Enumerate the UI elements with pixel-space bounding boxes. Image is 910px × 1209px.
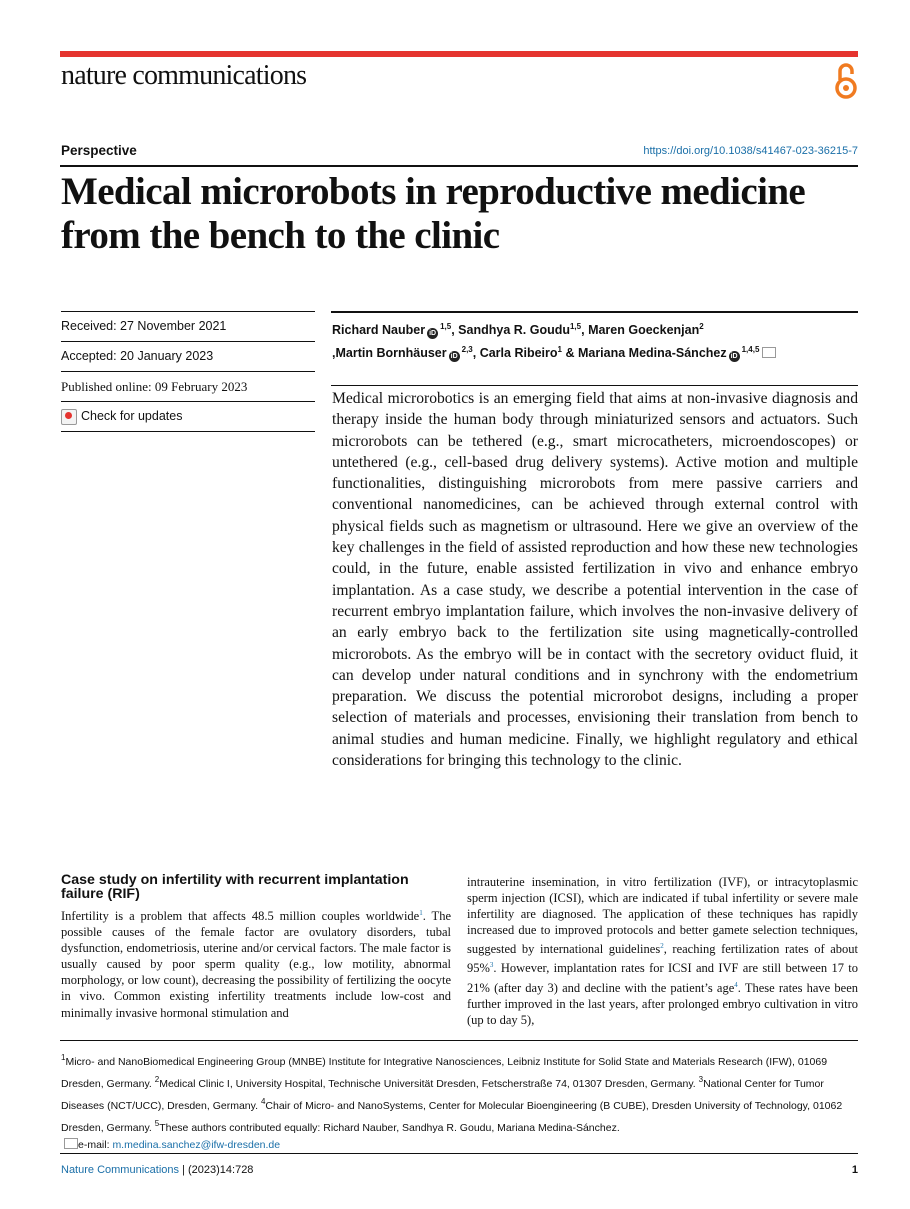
affiliation-text: National Center for Tumor Diseases (NCT/UCC), Dresden, Germany. — [61, 1078, 824, 1112]
check-updates-button[interactable] — [61, 401, 315, 432]
author-name[interactable]: Mariana Medina-Sánchez — [577, 346, 727, 360]
author-name[interactable]: Maren Goeckenjan — [588, 323, 700, 337]
author-name[interactable]: Sandhya R. Goudu — [458, 323, 570, 337]
affiliation-number: 2 — [154, 1075, 160, 1084]
title-rule — [60, 165, 858, 167]
reference-link[interactable]: 2 — [660, 942, 664, 951]
footer-citation — [61, 1164, 253, 1176]
reference-link[interactable]: 3 — [489, 961, 494, 970]
email-icon — [64, 1138, 78, 1149]
author-affiliation: 2 — [699, 322, 704, 331]
page-number: 1 — [851, 1164, 858, 1176]
author-separator: , — [451, 323, 459, 337]
email-link[interactable]: m.medina.sanchez@ifw-dresden.de — [112, 1139, 281, 1151]
affiliation-text: Medical Clinic I, University Hospital, Technische Universität Dresden, Fetscherstraße 74, 01307 Dresden, Germany. — [159, 1078, 699, 1090]
orcid-icon[interactable]: iD — [730, 353, 738, 360]
author-separator: & — [561, 346, 578, 360]
author-affiliation: 1,5 — [440, 322, 452, 331]
open-access-icon — [833, 60, 859, 100]
affiliation-text: Chair of Micro- and NanoSystems, Center for Molecular Bioengineering (B CUBE), Dresden University of Technology, 01062 Dresden, Germany. — [61, 1100, 843, 1134]
footer-journal-link[interactable]: Nature Communications — [61, 1164, 179, 1176]
header-accent-bar — [60, 51, 858, 57]
orcid-icon[interactable]: iD — [429, 330, 437, 337]
affiliation-text: These authors contributed equally: Richard Nauber, Sandhya R. Goudu, Mariana Medina-Sánchez. — [159, 1122, 620, 1134]
body-text: intrauterine insemination, in vitro fertilization (IVF), or intracytoplasmic sperm injection (ICSI), which are indicated if tubal infertility or severe male infertility are diagnosed. The application of these techniques has rapidly increased due to improved protocols and better gamete selection techniques, suggested by international guidelines — [467, 875, 858, 957]
body-paragraph — [61, 905, 451, 1021]
check-updates-label: Check for updates — [81, 409, 183, 423]
author-list — [332, 317, 858, 363]
footer-volume: (2023)14:728 — [187, 1164, 254, 1176]
email-icon[interactable] — [762, 347, 776, 358]
journal-name[interactable]: nature communications — [61, 60, 307, 91]
affiliation-number: 5 — [154, 1119, 160, 1128]
abstract: Medical microrobotics is an emerging field that aims at non-invasive diagnosis and therapy inside the human body through miniaturized sensors and actuators. Such microrobots can be tethered (e.g., smart microcatheters, microendoscopes) or untethered (e.g., cell-based drug delivery systems). Active motion and multiple functionalities, distinguishing microrobots from mere passive carriers and conventional nanomedicines, can be achieved through external control with physical fields such as magnetism or ultrasound. Here we give an overview of the key challenges in the field of assisted reproduction and how these new technologies could, in the future, enable assisted fertilization in vivo and enhance embryo implantation. As a case study, we describe a potential intervention in the case of recurrent embryo implantation failure, which involves the non-invasive delivery of an early embryo back to the fertilization site using magnetically-controlled microrobots. As the embryo will be in contact with the secretory oviduct fluid, it can develop under natural conditions and in synchrony with the endometrium preparation. We discuss the potential microrobot designs, including a proper selection of materials and processes, envisioning their translation from bench to animal studies and human medicine. Finally, we highlight regulatory and ethical considerations for bringing this technology to the clinic. — [332, 390, 858, 770]
author-affiliation: 1,5 — [569, 322, 582, 331]
body-text: Infertility is a problem that affects 48.5 million couples worldwide — [61, 909, 420, 923]
body-text: , reaching fertilization rates of about 95% — [467, 942, 858, 976]
article-type: Perspective — [61, 143, 137, 158]
author-affiliation: 1,4,5 — [741, 345, 760, 354]
check-updates-icon — [61, 409, 77, 425]
author-affiliation: 2,3 — [461, 345, 473, 354]
footer-rule — [60, 1153, 858, 1154]
article-title: Medical microrobots in reproductive medicine from the bench to the clinic — [61, 170, 806, 257]
body-text: . The possible causes of the female factor are ovulatory disorders, tubal dysfunction, endometriosis, uterine and/or cervical factors. The male factor is usually caused by poor sperm quality (e.g., low motility, abnormal morphology, or low count), decreasing the possibility of fertilizing the oocyte in vivo. Common existing infertility treatments include low-cost and minimally invasive hormonal stimulation and — [61, 909, 451, 1020]
author-name[interactable]: Richard Nauber — [332, 323, 426, 337]
affiliations — [61, 1049, 858, 1154]
abstract-rule — [331, 385, 858, 386]
affiliation-number: 1 — [61, 1053, 66, 1062]
body-column-left — [61, 873, 451, 1021]
affiliation-number: 3 — [698, 1075, 704, 1084]
author-separator: , — [332, 346, 336, 360]
author-affiliation: 1 — [557, 345, 562, 354]
article-history — [61, 311, 315, 432]
author-name[interactable]: Carla Ribeiro — [479, 346, 558, 360]
body-paragraph — [467, 874, 858, 1028]
section-heading: Case study on infertility with recurrent implantation failure (RIF) — [61, 872, 409, 902]
doi-link[interactable]: https://doi.org/10.1038/s41467-023-36215-7 — [643, 145, 858, 157]
reference-link[interactable]: 4 — [734, 980, 738, 989]
affiliation-text: Micro- and NanoBiomedical Engineering Group (MNBE) Institute for Integrative Nanosciences, Leibniz Institute for Solid State and Materials Research (IFW), 01069 Dresden, Germany. — [61, 1056, 828, 1090]
author-separator: , — [581, 323, 589, 337]
author-separator: , — [472, 346, 480, 360]
body-text: . These rates have been further improved in the last years, after prolonged embryo cultivation in vitro (up to day 5), — [467, 980, 858, 1027]
published-date: Published online: 09 February 2023 — [61, 371, 315, 401]
footer-separator: | — [179, 1164, 188, 1176]
received-date: Received: 27 November 2021 — [61, 311, 315, 341]
authors-rule — [331, 311, 858, 313]
affiliation-number: 4 — [260, 1097, 266, 1106]
author-name[interactable]: Martin Bornhäuser — [335, 346, 447, 360]
email-label: e-mail: — [78, 1139, 113, 1151]
body-column-right — [467, 874, 858, 1028]
body-text: . However, implantation rates for ICSI and IVF are still between 17 to 21% (after day 3) and decline with the patient’s age — [467, 961, 858, 995]
accepted-date: Accepted: 20 January 2023 — [61, 341, 315, 371]
footnote-rule — [60, 1040, 858, 1041]
reference-link[interactable]: 1 — [419, 909, 423, 917]
orcid-icon[interactable]: iD — [450, 353, 458, 360]
